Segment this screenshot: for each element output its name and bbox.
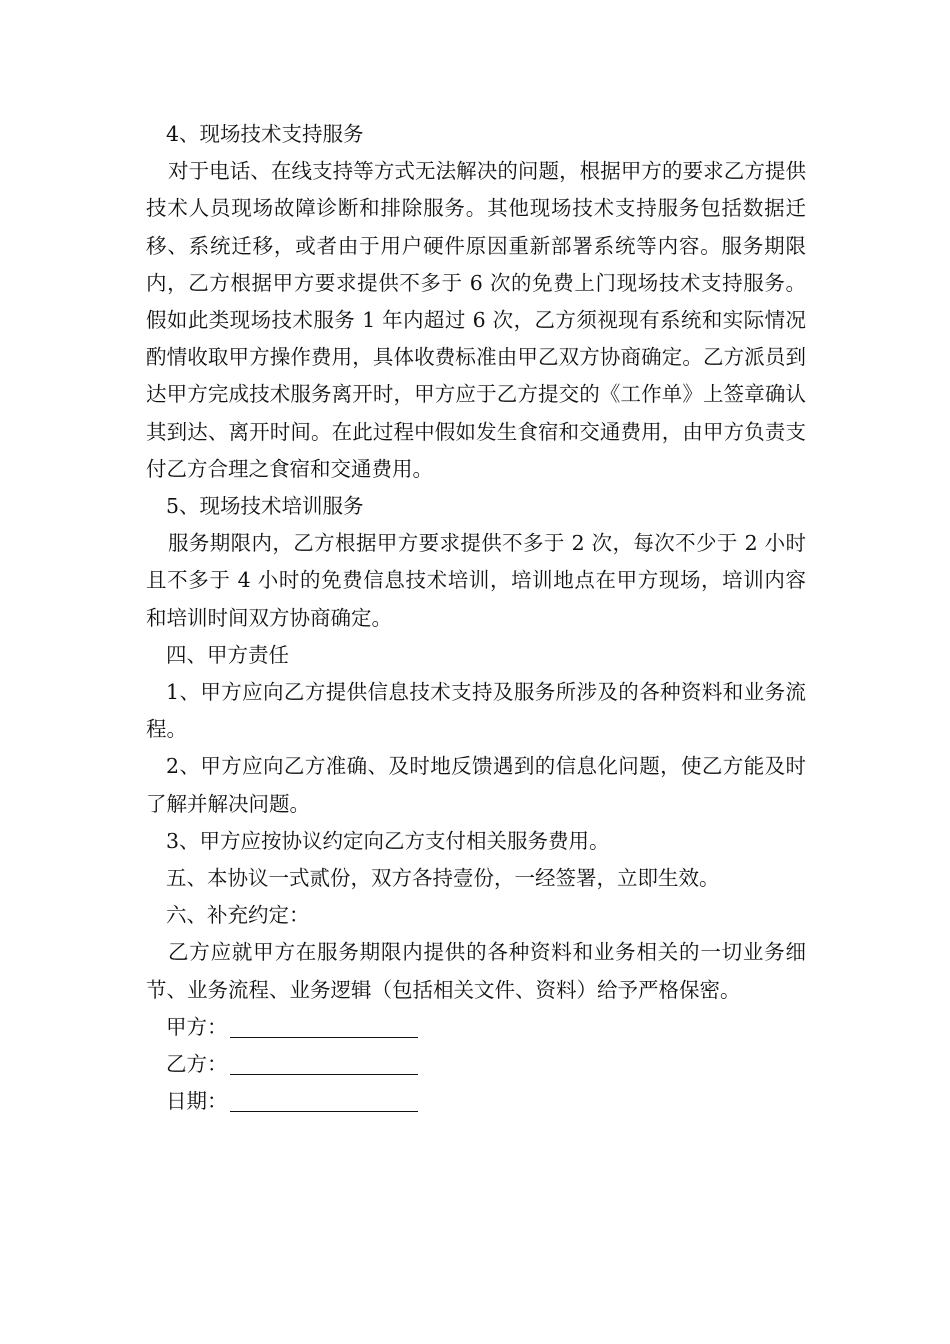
section-heading-onsite-training: 5、现场技术培训服务 [166,494,364,519]
date-label: 日期： [166,1089,228,1114]
party-a-duty-item: 1、甲方应向乙方提供信息技术支持及服务所涉及的各种资料和业务流程。 [146,680,806,742]
party-a-duty-item: 2、甲方应向乙方准确、及时地反馈遇到的信息化问题，使乙方能及时了解并解决问题。 [146,754,806,816]
date-signature-line [230,1089,418,1112]
document-body [146,116,806,1120]
party-a-label: 甲方： [166,1014,228,1039]
signature-row-party-b [146,1046,806,1083]
party-a-duty-item: 3、甲方应按协议约定向乙方支付相关服务费用。 [166,828,610,853]
copies-clause: 五、本协议一式贰份，双方各持壹份，一经签署，立即生效。 [166,866,720,891]
signature-row-date [146,1083,806,1120]
supplement-heading: 六、补充约定： [166,903,310,928]
section-body-onsite-support: 对于电话、在线支持等方式无法解决的问题，根据甲方的要求乙方提供技术人员现场故障诊断和排除服务。其他现场技术支持服务包括数据迁移、系统迁移，或者由于用户硬件原因重新部署系统等内容。服务期限内，乙方根据甲方要求提供不多于 6 次的免费上门现场技术支持服务。假如此类现场技术服务 1 年内超过 6 次，乙方须视现有系统和实际情况酌情收取甲方操作费用，具体收费标准由甲乙双方协商确定。乙方派员到达甲方完成技术服务离开时，甲方应于乙方提交的《工作单》上签章确认其到达、离开时间。在此过程中假如发生食宿和交通费用，由甲方负责支付乙方合理之食宿和交通费用。 [146,159,806,481]
supplement-body: 乙方应就甲方在服务期限内提供的各种资料和业务相关的一切业务细节、业务流程、业务逻辑（包括相关文件、资料）给予严格保密。 [146,940,806,1002]
section-body-onsite-training: 服务期限内，乙方根据甲方要求提供不多于 2 次，每次不少于 2 小时且不多于 4 小时的免费信息技术培训，培训地点在甲方现场，培训内容和培训时间双方协商确定。 [146,531,806,630]
party-b-label: 乙方： [166,1052,228,1077]
party-b-signature-line [230,1052,418,1075]
party-a-duties-heading: 四、甲方责任 [166,642,289,667]
signature-row-party-a [146,1009,806,1046]
party-a-signature-line [230,1015,418,1038]
section-heading-onsite-support: 4、现场技术支持服务 [166,122,364,146]
